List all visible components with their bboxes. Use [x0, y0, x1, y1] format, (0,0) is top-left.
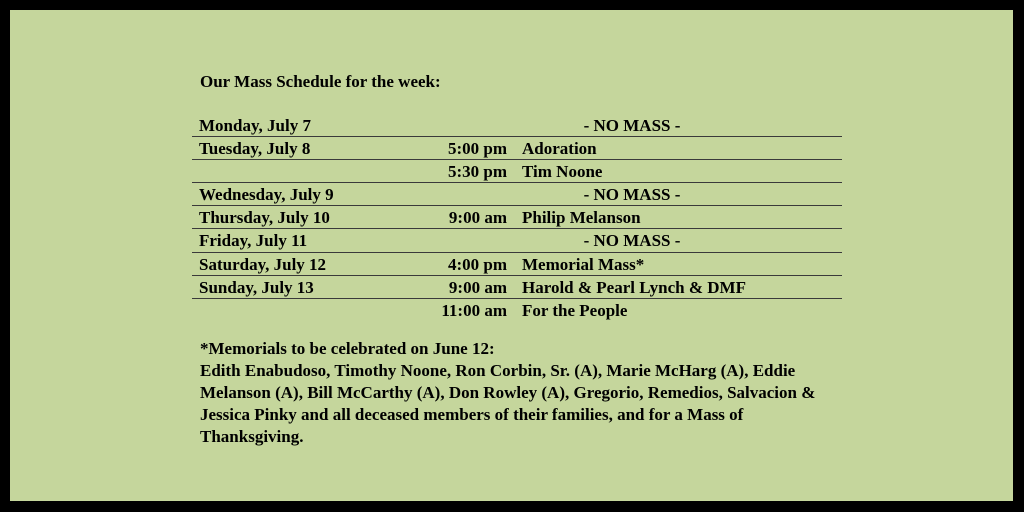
bulletin-panel	[10, 10, 1013, 501]
day-label: Thursday, July 10	[199, 208, 330, 228]
memorials-list: Edith Enabudoso, Timothy Noone, Ron Corbin, Sr. (A), Marie McHarg (A), Eddie Melanson (A), Bill McCarthy (A), Don Rowley (A), Gregorio, Remedios, Salvacion & Jessica Pinky and all deceased members of their families, and for a Mass of Thanksgiving.	[200, 361, 816, 446]
mass-intention: Tim Noone	[522, 161, 603, 181]
schedule-row	[192, 299, 842, 321]
mass-intention: Harold & Pearl Lynch & DMF	[522, 278, 746, 298]
schedule-row	[192, 229, 842, 252]
day-label: Friday, July 11	[199, 231, 308, 251]
schedule-title: Our Mass Schedule for the week:	[200, 72, 441, 91]
no-mass-text: - NO MASS -	[583, 231, 681, 251]
mass-time: 4:00 pm	[447, 254, 507, 274]
mass-time: 5:00 pm	[447, 139, 507, 159]
mass-time: 9:00 am	[448, 208, 507, 228]
mass-intention: Adoration	[522, 139, 597, 159]
day-label: Saturday, July 12	[199, 254, 327, 274]
memorials-section	[200, 338, 840, 448]
day-label: Wednesday, July 9	[199, 184, 334, 204]
day-label: Sunday, July 13	[199, 278, 314, 298]
no-mass-text: - NO MASS -	[583, 116, 681, 135]
schedule-row	[192, 276, 842, 299]
schedule-row	[192, 114, 842, 137]
mass-intention: Philip Melanson	[522, 208, 641, 228]
mass-time: 9:00 am	[448, 278, 507, 298]
schedule-row	[192, 159, 842, 183]
day-label: Tuesday, July 8	[199, 139, 311, 159]
schedule-row	[192, 137, 842, 159]
mass-schedule-table	[192, 114, 842, 322]
schedule-row	[192, 183, 842, 206]
mass-intention: Memorial Mass*	[522, 254, 645, 274]
day-label: Monday, July 7	[199, 116, 311, 135]
schedule-row	[192, 253, 842, 276]
no-mass-text: - NO MASS -	[583, 184, 681, 204]
memorials-heading: *Memorials to be celebrated on June 12:	[200, 339, 495, 358]
mass-time: 5:30 pm	[447, 161, 507, 181]
mass-time: 11:00 am	[441, 301, 507, 321]
schedule-row	[192, 206, 842, 229]
mass-intention: For the People	[522, 301, 628, 321]
